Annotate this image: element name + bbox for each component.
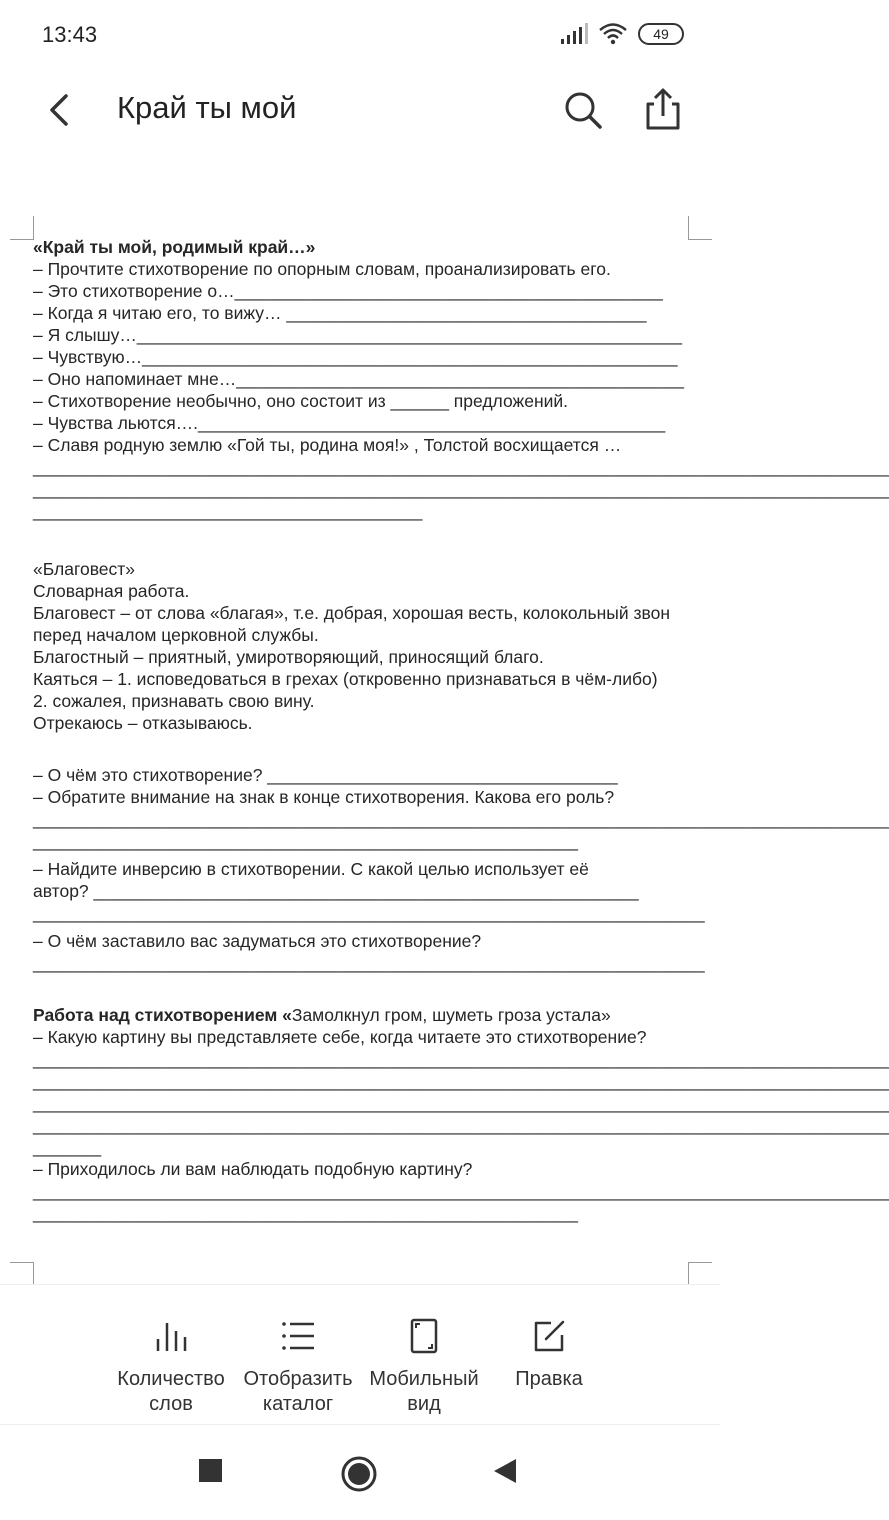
answer-line: ________________________________________________________________________________________ [33,479,889,499]
question-line: – О чём заставило вас задуматься это стихотворение? [33,931,482,951]
back-button[interactable] [40,88,80,132]
question-line: – Славя родную землю «Гой ты, родина моя!» , Толстой восхищается … [33,435,622,455]
answer-line: ________________________________________________________ [33,1203,579,1223]
definition-text: Благовест – от слова «благая», т.е. добрая, хорошая весть, колокольный звон перед началом церковной службы. [33,603,671,645]
back-nav-button[interactable] [492,1455,518,1492]
page-title: Край ты мой [117,90,297,125]
mobile-view-icon [406,1319,442,1353]
answer-line: ________________________________________________________________________________________ [33,1093,889,1113]
answer-line: ________________________________________________________ [33,831,579,851]
square-icon [198,1455,224,1485]
battery-indicator: 49 [638,23,684,45]
recent-apps-button[interactable] [198,1455,224,1490]
status-bar [0,0,720,70]
status-time: 13:43 [42,22,98,47]
answer-line: _______ [33,1137,102,1157]
signal-icon [560,23,588,45]
question-line: автор? ________________________________________________________ [33,881,639,901]
question-line: – О чём это стихотворение? ____________________________________ [33,765,618,785]
answer-line: ________________________________________________________________________________________ [33,1181,889,1201]
share-icon [642,86,684,132]
word-count-button[interactable] [106,1319,236,1417]
wifi-icon [598,22,628,46]
answer-line: ________________________________________________________________________________________ [33,809,889,829]
question-line: – Я слышу…________________________________________________________ [33,325,682,345]
page-corner-mark [10,1262,34,1286]
section-title-rest: Замолкнул гром, шуметь гроза устала» [291,1005,611,1025]
list-icon [280,1319,316,1353]
share-button[interactable] [642,86,684,132]
answer-line: _____________________________________________________________________ [33,903,705,923]
document-page [33,236,889,1224]
back-triangle-icon [492,1455,518,1487]
page-corner-mark [688,1262,712,1286]
show-catalog-button[interactable] [233,1319,363,1417]
answer-line: ________________________________________________________________________________________ [33,1049,889,1069]
definition-text: Каяться – 1. исповедоваться в грехах (откровенно признаваться в чём-либо) [33,669,658,689]
question-line: – Это стихотворение о…____________________________________________ [33,281,663,301]
question-line: – Приходилось ли вам наблюдать подобную картину? [33,1159,473,1179]
answer-line: ________________________________________________________________________________________ [33,1071,889,1091]
bar-chart-icon [153,1319,189,1353]
home-circle-icon [340,1455,378,1493]
mobile-view-label: Мобильный вид [369,1368,479,1415]
section-title: «Благовест» [33,559,136,579]
search-icon [562,88,604,132]
word-count-label: Количество слов [117,1368,225,1415]
bottom-toolbar [0,1284,720,1424]
back-arrow-icon [40,88,80,132]
question-line: – Обратите внимание на знак в конце стихотворения. Какова его роль? [33,787,615,807]
question-line: – Чувства льются….________________________________________________ [33,413,666,433]
section-title [33,1004,693,1026]
edit-button[interactable] [484,1319,614,1392]
definition-text: 2. сожалея, признавать свою вину. [33,691,315,711]
show-catalog-label: Отобразить каталог [243,1368,353,1415]
status-icons [560,22,684,46]
question-line: – Прочтите стихотворение по опорным словам, проанализировать его. [33,259,611,279]
section-title: «Край ты мой, родимый край…» [33,237,316,257]
edit-label: Правка [515,1368,583,1390]
section-title-bold: Работа над стихотворением « [33,1005,292,1025]
system-navigation-bar [0,1424,720,1520]
question-line: – Какую картину вы представляете себе, когда читаете это стихотворение? [33,1027,647,1047]
app-header [0,70,720,150]
answer-line: ________________________________________________________________________________________ [33,1115,889,1135]
edit-icon [531,1319,567,1353]
definition-text: Отрекаюсь – отказываюсь. [33,713,253,733]
subsection-title: Словарная работа. [33,581,190,601]
question-line: – Стихотворение необычно, оно состоит из ______ предложений. [33,391,569,411]
question-line: – Оно напоминает мне…______________________________________________ [33,369,684,389]
definition-text: Благостный – приятный, умиротворяющий, приносящий благо. [33,647,544,667]
question-line: – Найдите инверсию в стихотворении. С какой целью использует её [33,859,589,879]
answer-line: _____________________________________________________________________ [33,953,705,973]
answer-line: ________________________________________________________________________________________ [33,457,889,477]
question-line: – Когда я читаю его, то вижу… _____________________________________ [33,303,647,323]
question-line: – Чувствую…_______________________________________________________ [33,347,678,367]
search-button[interactable] [562,88,604,132]
home-button[interactable] [340,1455,378,1498]
answer-line: ________________________________________ [33,501,423,521]
page-corner-mark [10,216,34,240]
mobile-view-button[interactable] [359,1319,489,1417]
